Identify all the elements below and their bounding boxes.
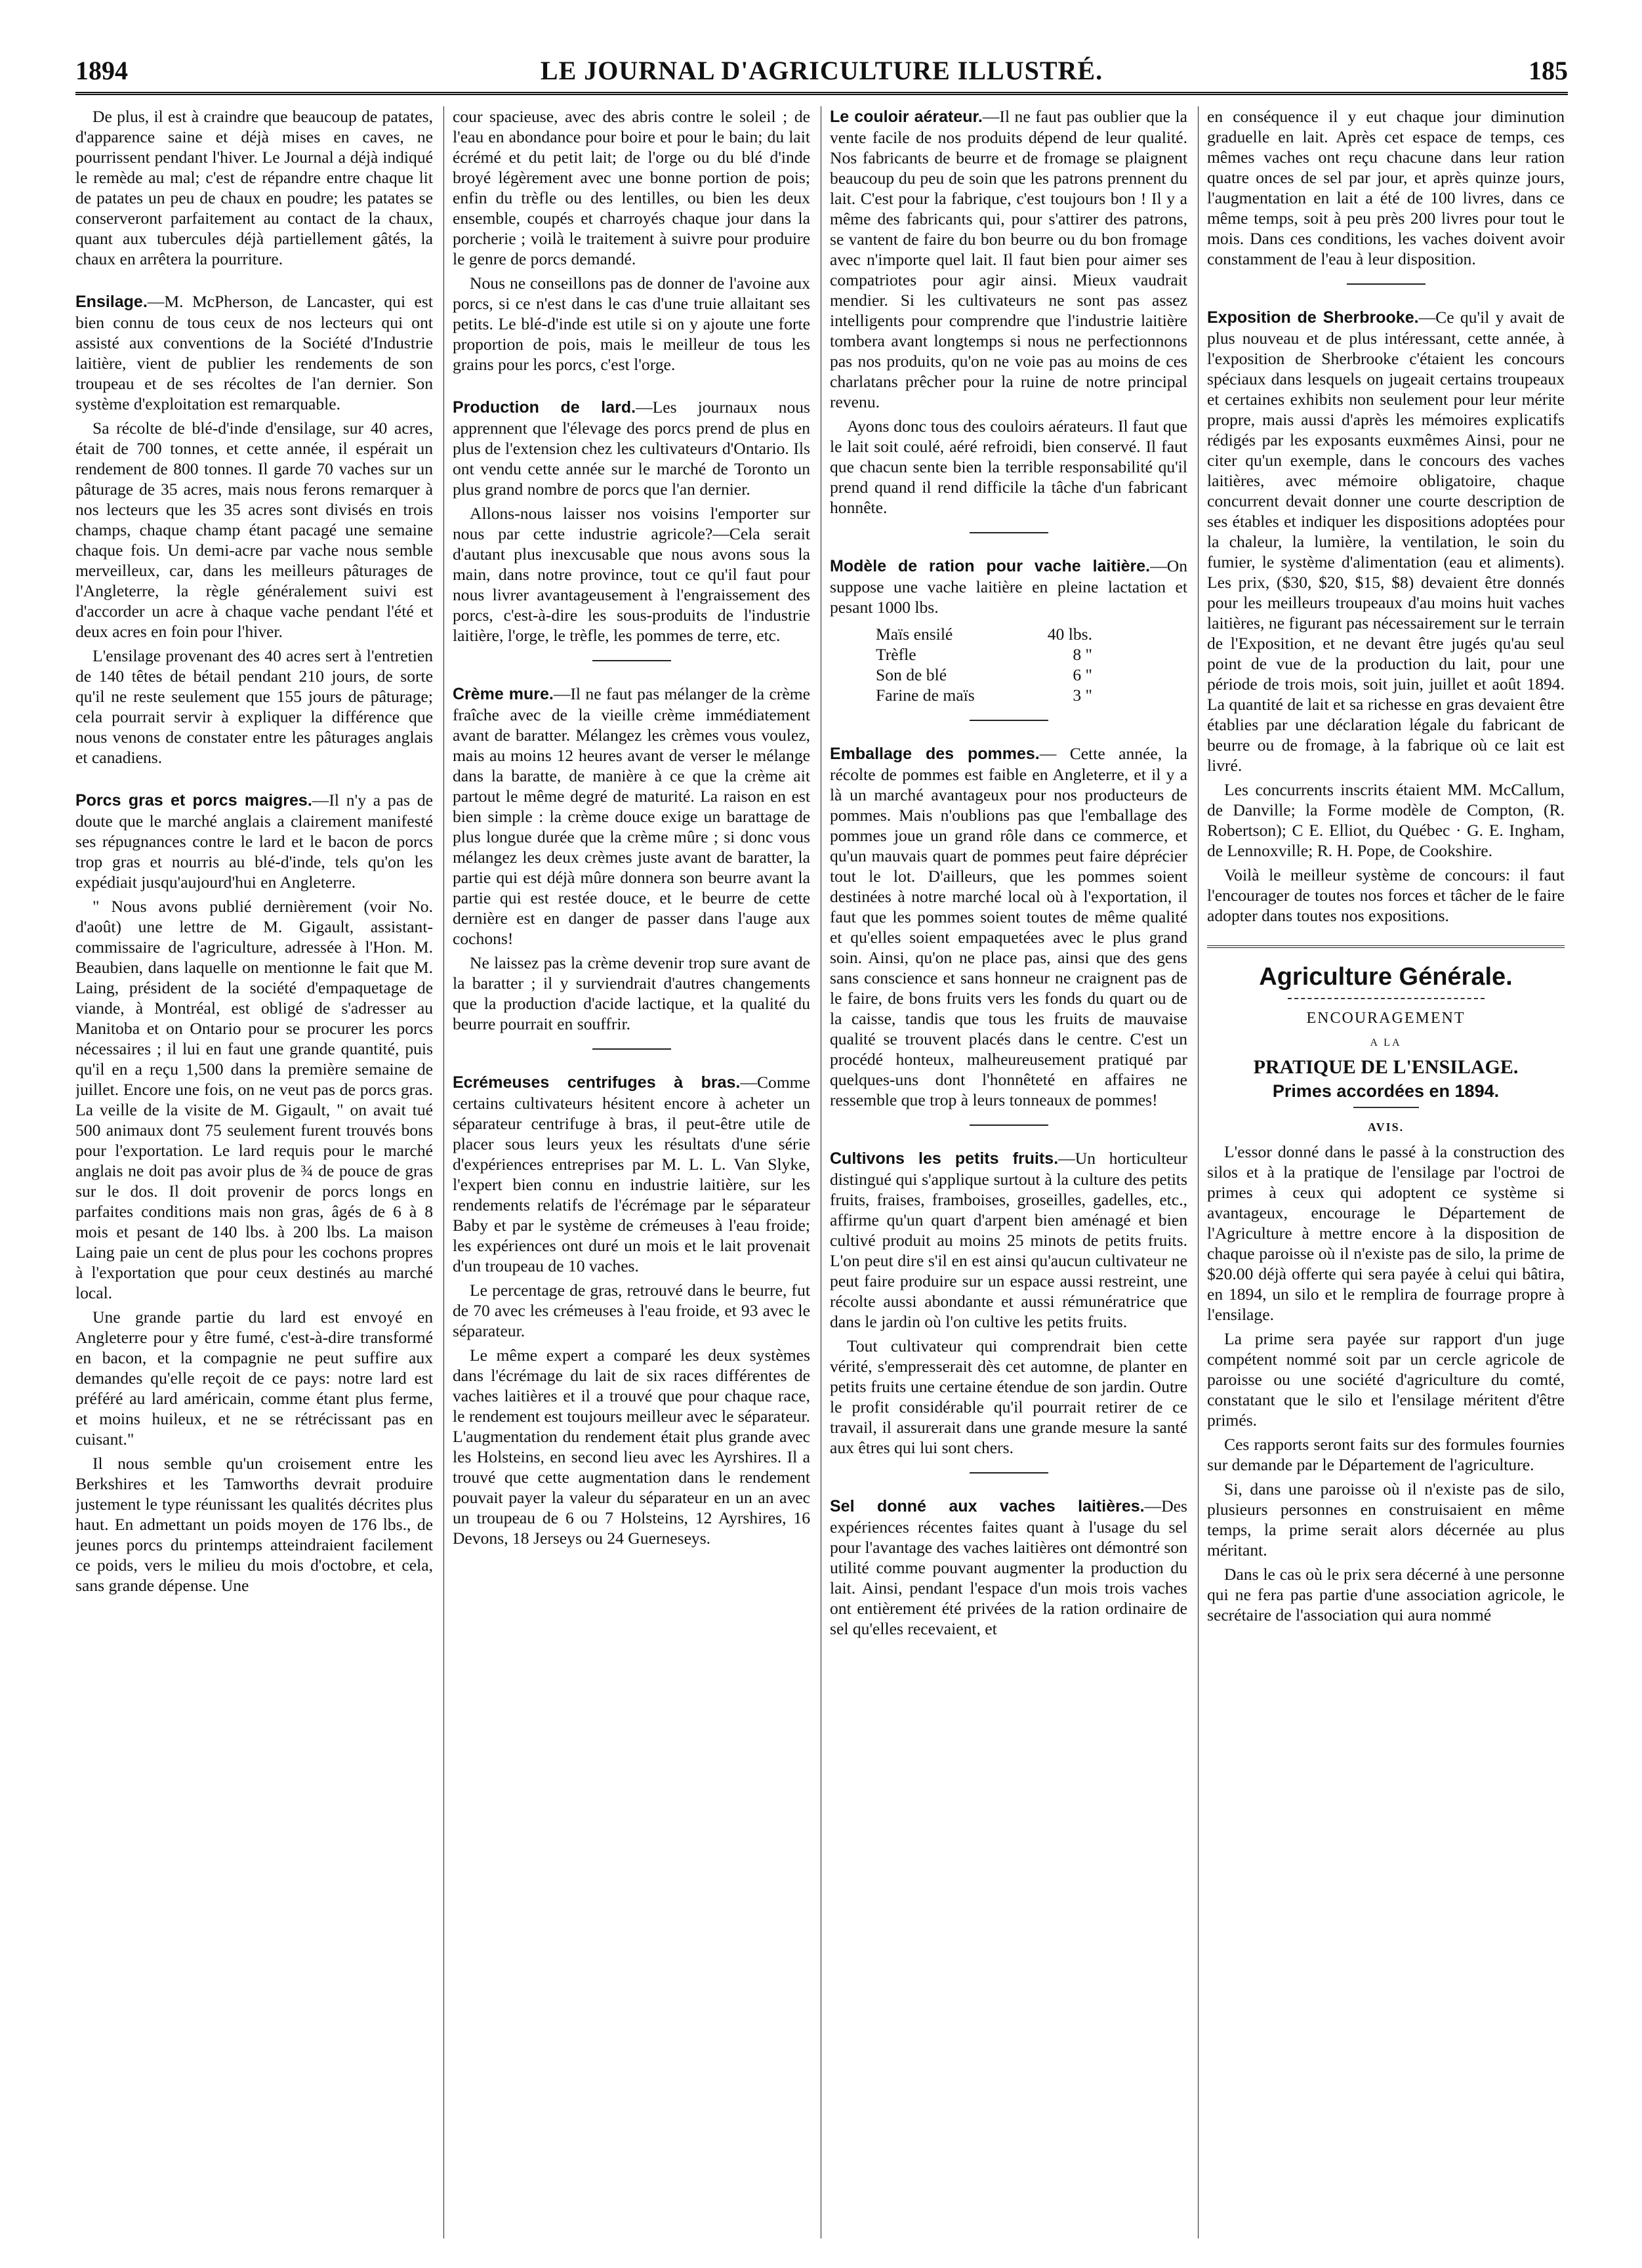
column-divider: [443, 106, 444, 2238]
notice-heading: AVIS.: [1367, 1121, 1405, 1134]
paragraph: Nous ne conseillons pas de donner de l'avoine aux porcs, si ce n'est dans le cas d'une truie allaitant ses petits. Le blé-d'inde est utile si on y ajoute une forte proportion de pois, mais le meilleur de tous les grains pour les porcs, c'est l'orge.: [453, 274, 810, 374]
paragraph: Voilà le meilleur système de concours: il faut l'encourager de toutes nos forces et tâcher de le faire adopter dans toutes nos expositions.: [1207, 865, 1565, 925]
ration-row: [876, 624, 1092, 644]
column-3: [830, 106, 1187, 2238]
paragraph: — Cette année, la récolte de pommes est faible en Angleterre, et il y a là un marché avantageux pour nos producteurs de pommes. Mais n'oublions pas que l'emballage des pommes joue un grand rôle dans ce commerce, et qu'un mauvais quart de pommes peut faire déprécier tout le lot. D'ailleurs, que les pommes soient destinées à notre marché local où à l'exportation, il faut que les pommes soient toutes de même qualité et qu'elles soient empaquetées avec le plus grand soin. Ainsi, qu'on ne place pas, ainsi que des gens sans conscience et sans honneur ne craignent pas de le faire, de bons fruits vers les fonds du quart ou de la caisse, tandis que tous les fruits de mauvaise qualité se trouvent placés dans le centre. C'est un procédé honteux, malheureusement pratiqué par quelques-uns dont l'honnêteté en affaires ne ressemble que trop à leurs tonneaux de pommes!: [830, 744, 1187, 1109]
paragraph: Les concurrents inscrits étaient MM. McCallum, de Danville; la Forme modèle de Compton, (R. Robertson); C E. Elliot, du Québec · G. E. Ingham, de Lennoxville; R. H. Pope, de Cookshire.: [1207, 780, 1565, 860]
ration-row: [876, 685, 1092, 705]
article-heading: Ecrémeuses centrifuges à bras.: [453, 1073, 741, 1092]
paragraph: —Les journaux nous apprennent que l'élevage des porcs prend de plus en plus de l'extension chez les cultivateurs d'Ontario. Ils ont vendu cette année sur le marché de Toronto un plus grand nombre de porcs que l'an dernier.: [453, 398, 810, 499]
paragraph: —On suppose une vache laitière en pleine lactation et pesant 1000 lbs.: [830, 556, 1187, 617]
ration-qty: 8 ": [1073, 645, 1092, 664]
article-heading: Porcs gras et porcs maigres.: [75, 791, 312, 810]
article-heading: Ensilage.: [75, 293, 148, 311]
paragraph: Sa récolte de blé-d'inde d'ensilage, sur 40 acres, était de 700 tonnes, et cette année, il espérait un rendement de 800 tonnes. Il garde 70 vaches sur un pâturage de 35 acres, mais nous ferons remarquer à nos lecteurs que les 35 acres sont divisés en trois champs, chaque champ étant pacagé une semaine chaque fois. Un demi-acre par vache nous semble merveilleux, car, dans les meilleurs pâturages de l'Angleterre, la règle généralement suivi est d'accorder un acre à chaque vache pendant l'été et deux acres en foin pour l'hiver.: [75, 419, 433, 641]
article-ration: [830, 556, 1187, 705]
paragraph: " Nous avons publié dernièrement (voir No. d'août) une lettre de M. Gigault, assistant-commissaire de l'agriculture, adressée à l'Hon. M. Beaubien, dans laquelle on mentionne le fait que M. Laing, président de la société d'empaquetage de viande, à Montréal, est obligé de s'adresser au Manitoba et on Ontario pour se procurer les porcs nécessaires ; il lui en faut une grande quantité, puis qu'il en a reçu 1,500 dans la première semaine de juillet. Encore une fois, on ne veut pas de porcs gras. La veille de la visite de M. Gigault, " on avait tué 500 animaux dont 75 seulement furent trouvés bons pour l'exportation. Le lard requis pour le marché anglais ne doit pas avoir plus de ¾ de pouce de gras sur le dos. Il doit provenir de porcs longs en parfaites conditions mais non gras, âgés de 6 à 8 mois et pesant de 140 lbs. à 200 lbs. La maison Laing paie un cent de plus pour les cochons propres à l'exportation que pour ceux destinés au marché local.: [75, 897, 433, 1302]
paragraph: —Comme certains cultivateurs hésitent encore à acheter un séparateur centrifuge à bras, il peut-être utile de placer sous leurs yeux les résultats d'une série d'expériences entreprises par M. L. L. Van Slyke, l'expert bien connu en industrie laitière, sur les rendements relatifs de l'écrémage par le séparateur Baby et par le système de crémeuses à l'eau froide; les expériences ont duré un mois et le lait provenait d'un troupeau de 10 vaches.: [453, 1073, 810, 1275]
masthead-title: LE JOURNAL D'AGRICULTURE ILLUSTRÉ.: [540, 56, 1103, 85]
article-ensilage: [75, 291, 433, 768]
section-agriculture-generale: [1207, 961, 1565, 1625]
paragraph: cour spacieuse, avec des abris contre le soleil ; de l'eau en abondance pour boire et pour le bain; du lait écrémé et du petit lait; de l'orge ou du blé d'inde broyé légèrement avec une bonne portion de pois; enfin du trèfle ou des lentilles, ou bien les deux ensemble, coupés et charroyés chaque jour dans la porcherie ; voilà le traitement à suivre pour produire le genre de porcs demandé.: [453, 107, 810, 268]
article-emballage: [830, 743, 1187, 1110]
paragraph: De plus, il est à craindre que beaucoup de patates, d'apparence saine et déjà mises en caves, ne pourrissent pendant l'hiver. Le Journal a déjà indiqué le remède au mal; c'est de répandre entre chaque lit de patates un peu de chaux en poudre; les patates se conserveront parfaitement au contact de la chaux, quant aux tubercules déjà partiellement gâtés, la chaux en arrêtera la pourriture.: [75, 107, 433, 268]
column-divider: [1198, 106, 1199, 2238]
paragraph: Si, dans une paroisse où il n'existe pas de silo, plusieurs personnes en construisaient en même temps, la prime serait alors décernée au plus méritant.: [1207, 1479, 1565, 1559]
ration-item: Trèfle: [876, 645, 916, 664]
subheading: ENCOURAGEMENT: [1306, 1010, 1466, 1027]
separator-rule: [970, 720, 1048, 721]
paragraph: Allons-nous laisser nos voisins l'emporter sur nous par cette industrie agricole?—Cela serait d'autant plus inexcusable que nous avons sous la main, dans notre province, tout ce qu'il faut pour nous livrer avantageusement à l'engraissement des porcs, c'est-à-dire les sous-produits de l'industrie laitière, l'orge, le trèfle, les pommes de terre, etc.: [453, 504, 810, 645]
ration-item: Son de blé: [876, 665, 947, 684]
column-2: [453, 106, 810, 2238]
article-heading: Sel donné aux vaches laitières.: [830, 1497, 1145, 1515]
column-4: [1207, 106, 1565, 2238]
article-heading: Le couloir aérateur.: [830, 108, 983, 126]
article-exposition: [1207, 307, 1565, 926]
paragraph: Ne laissez pas la crème devenir trop sure avant de la baratter ; il y surviendrait d'autres changements que la production d'acide lactique, et la qualité du beurre pourrait en souffrir.: [453, 953, 810, 1033]
article-couloir: [830, 106, 1187, 518]
article-porcs: [75, 790, 433, 1596]
ration-table: [876, 624, 1092, 705]
short-rule: [1353, 1107, 1419, 1108]
paragraph: L'ensilage provenant des 40 acres sert à l'entretien de 140 têtes de bétail pendant 210 jours, de sorte qu'il ne reste seulement que 155 jours de pâturage; cela pourrait servir à expliquer la différence que nous venons de constater entre les pâturages anglais et canadiens.: [75, 646, 433, 767]
section-double-rule: [1207, 945, 1565, 948]
masthead-rule: [75, 92, 1568, 98]
dashed-rule: [1288, 998, 1485, 999]
paragraph: —Des expériences récentes faites quant à l'usage du sel pour l'avantage des vaches laitières ont démontré son utilité comme pouvant augmenter la production du lait. Ainsi, pendant l'espace d'un mois trois vaches ont entièrement été privées de la ration ordinaire de sel qu'elles recevaient, et: [830, 1496, 1187, 1638]
subheading: PRATIQUE DE L'ENSILAGE.: [1253, 1056, 1519, 1078]
ration-row: [876, 665, 1092, 685]
paragraph: Tout cultivateur qui comprendrait bien cette vérité, s'empresserait dès cet automne, de planter en petits fruits une certaine étendue de son jardin. Outre le profit considérable qu'il pourrait retirer de ce travail, il assurerait dans une grande mesure la santé aux êtres qui lui sont chers.: [830, 1336, 1187, 1457]
ration-qty: 3 ": [1073, 686, 1092, 705]
separator-rule: [970, 1124, 1048, 1126]
separator-rule: [592, 1048, 671, 1050]
paragraph: La prime sera payée sur rapport d'un juge compétent nommé soit par un cercle agricole de paroisse ou une société d'agriculture du comté, constatant que le silo et l'ensilage méritent d'être primés.: [1207, 1329, 1565, 1430]
ration-qty: 6 ": [1073, 665, 1092, 684]
subheading: A LA: [1370, 1037, 1402, 1048]
paragraph: Le percentage de gras, retrouvé dans le beurre, fut de 70 avec les crémeuses à l'eau froide, et 93 avec le séparateur.: [453, 1281, 810, 1340]
paragraph: Ces rapports seront faits sur des formules fournies sur demande par le Département de l'agriculture.: [1207, 1435, 1565, 1474]
paragraph: —Il n'y a pas de doute que le marché anglais a clairement manifesté ses répugnances contre le lard et le bacon de porcs trop gras et nourris au blé-d'inde, tels qu'on les expédiait jusqu'aujourd'hui en Angleterre.: [75, 791, 433, 892]
ration-qty: 40 lbs.: [1047, 625, 1092, 644]
article-lard: [453, 397, 810, 646]
article-ecremeuses: [453, 1072, 810, 1548]
article-heading: Modèle de ration pour vache laitière.: [830, 557, 1151, 575]
paragraph: —Ce qu'il y avait de plus nouveau et de plus intéressant, cette année, à l'exposition de Sherbrooke c'étaient les concours spéciaux dans lesquels on jugeait certains troupeaux et certaines exhibits non seulement pour leur mérite propre, mais aussi d'après les mémoires explicatifs rédigés par les exposants euxmêmes Ainsi, pour ne citer qu'un exemple, dans le concours des vaches laitières, avec mémoire obligatoire, chaque concurrent devait donner une courte description de ses étables et indiquer les dispositions adoptées pour la chaleur, la lumière, la ventilation, le soin du fumier, le système d'alimentation (eau et aliments). Les prix, ($30, $20, $15, $8) devaient être donnés pour les meilleurs troupeaux d'au moins huit vaches laitières, ne figurant pas nécessairement sur le terrain de l'Exposition, et ne devant être jugés qu'au seul point de vue de la production du lait, pour une période de trois mois, soit juin, juillet et août 1894. La quantité de lait et sa richesse en gras devaient être établies par une déclaration légale du fabricant de beurre ou de fromage, à la fabrique où ce lait est livré.: [1207, 308, 1565, 775]
article-heading: Exposition de Sherbrooke.: [1207, 308, 1419, 327]
page-number: 185: [1529, 56, 1568, 85]
paragraph: L'essor donné dans le passé à la construction des silos et à la pratique de l'ensilage par l'octroi de primes à ceux qui adoptent ce système si avantageux, encourage le Département de l'Agriculture à mettre encore à la disposition de chaque paroisse où il n'existe pas de silo, la prime de $20.00 déjà offerte qui sera payée à celui qui bâtira, en 1894, un silo et le remplira de fourrage propre à l'ensilage.: [1207, 1142, 1565, 1324]
subheading: Primes accordées en 1894.: [1272, 1081, 1500, 1101]
article-fruits: [830, 1148, 1187, 1458]
ration-item: Maïs ensilé: [876, 625, 953, 644]
paragraph: Ayons donc tous des couloirs aérateurs. Il faut que le lait soit coulé, aéré refroidi, bien conservé. Il faut que chacun sente bien la terrible responsabilité qu'il prend quand il rend difficile la tâche d'un fabricant honnête.: [830, 417, 1187, 517]
separator-rule: [1347, 283, 1426, 285]
paragraph: —Il ne faut pas oublier que la vente facile de nos produits dépend de leur qualité. Nos fabricants de beurre et de fromage se plaignent beaucoup du peu de soin que les patrons prennent du lait. C'est pour la fabrique, c'est toujours bon ! Il y a même des fabricants qui, pour s'attirer des patrons, se vantent de faire du bon beurre ou du bon fromage avec n'importe quel lait. Il faut bien pour aimer ses compatriotes pour agir ainsi. Mieux vaudrait mendier. Si les cultivateurs ne sont pas assez intelligents pour comprendre que l'industrie laitière tombera avant longtemps si nous ne perfectionnons pas nos produits, qu'on ne voie pas au moins de ces charlatans prêcher pour la ruine de notre principal revenu.: [830, 107, 1187, 411]
paragraph: Une grande partie du lard est envoyé en Angleterre pour y être fumé, c'est-à-dire transformé en bacon, et la compagnie ne peut suffire aux demandes qu'elle reçoit de ce pays: notre lard est préféré au lard américain, comme étant plus ferme, et moins huileux, et ne se rétrécissant pas en cuisant.": [75, 1308, 433, 1449]
paragraph: —Un horticulteur distingué qui s'applique surtout à la culture des petits fruits, fraises, framboises, groseilles, gadelles, etc., affirme qu'un quart d'arpent bien aménagé et bien cultivé produit au moins 25 minots de petits fruits. L'on peut dire s'il en est ainsi qu'aucun cultivateur ne peut faire produire sur un espace aussi restreint, une récolte aussi abondante et aussi rémunératrice que dans le jardin où l'on cultive les petits fruits.: [830, 1149, 1187, 1331]
column-1: [75, 106, 433, 2238]
article-heading: Production de lard.: [453, 398, 636, 417]
paragraph: Le même expert a comparé les deux systèmes dans l'écrémage du lait de six races différentes de vaches laitières et il a trouvé que pour chaque race, le rendement est toujours meilleur avec le séparateur. L'augmentation du rendement était plus grande avec les Holsteins, en second lieu avec les Ayrshires. Il a trouvé que cette augmentation dans le rendement pouvait payer la valeur du séparateur en un an avec un troupeau de 6 ou 7 Holsteins, 12 Ayrshires, 16 Devons, 18 Jerseys ou 24 Guerneseys.: [453, 1346, 810, 1548]
paragraph: en conséquence il y eut chaque jour diminution graduelle en lait. Après cet espace de temps, ces mêmes vaches ont reçu chacune dans leur ration quatre onces de sel par jour, et après quinze jours, l'augmentation en lait a été de 100 livres, dans ce même temps, soit à peu près 200 livres pour tout le mois. Dans ces conditions, les vaches doivent avoir constamment de l'eau à leur disposition.: [1207, 107, 1565, 268]
paragraph: —M. McPherson, de Lancaster, qui est bien connu de tous ceux de nos lecteurs qui ont assisté aux conventions de la Société d'Industrie laitière, vient de publier les rendements de son troupeau et de ses récoltes de l'an dernier. Son système d'exploitation est remarquable.: [75, 292, 433, 413]
separator-rule: [970, 532, 1048, 533]
article-creme: [453, 684, 810, 1034]
paragraph: Il nous semble qu'un croisement entre les Berkshires et les Tamworths devrait produire justement le type réunissant les qualités décrites plus haut. En admettant un poids moyen de 176 lbs., de jeunes porcs du printemps atteindraient facilement ce poids, vers le milieu du mois d'octobre, et cela, sans grande dépense. Une: [75, 1454, 433, 1595]
paragraph: —Il ne faut pas mélanger de la crème fraîche avec de la vieille crème immédiatement avant de baratter. Mélangez les crèmes vous voulez, mais au moins 12 heures avant de verser le mélange dans la baratte, de manière à ce que la crème ait partout le même degré de maturité. La raison en est bien simple : la crème douce exige un barattage de plus longue durée que la crème mûre ; si donc vous mélangez les deux crèmes juste avant de baratter, la partie qui est déjà mûre donnera son beurre avant la partie qui est restée douce, et le beurre de cette dernière est en danger de passer dans l'auge aux cochons!: [453, 684, 810, 948]
ration-item: Farine de maïs: [876, 686, 975, 705]
article-sel: [830, 1496, 1187, 1639]
article-heading: Crème mure.: [453, 685, 554, 703]
ration-row: [876, 644, 1092, 665]
masthead-year: 1894: [75, 56, 128, 85]
article-heading: Cultivons les petits fruits.: [830, 1149, 1059, 1168]
section-title: Agriculture Générale.: [1259, 963, 1513, 991]
paragraph: Dans le cas où le prix sera décerné à une personne qui ne fera pas partie d'une association agricole, le secrétaire de l'association qui aura nommé: [1207, 1565, 1565, 1624]
separator-rule: [592, 660, 671, 661]
separator-rule: [970, 1472, 1048, 1474]
article-heading: Emballage des pommes.: [830, 745, 1040, 763]
masthead: [75, 51, 1568, 91]
